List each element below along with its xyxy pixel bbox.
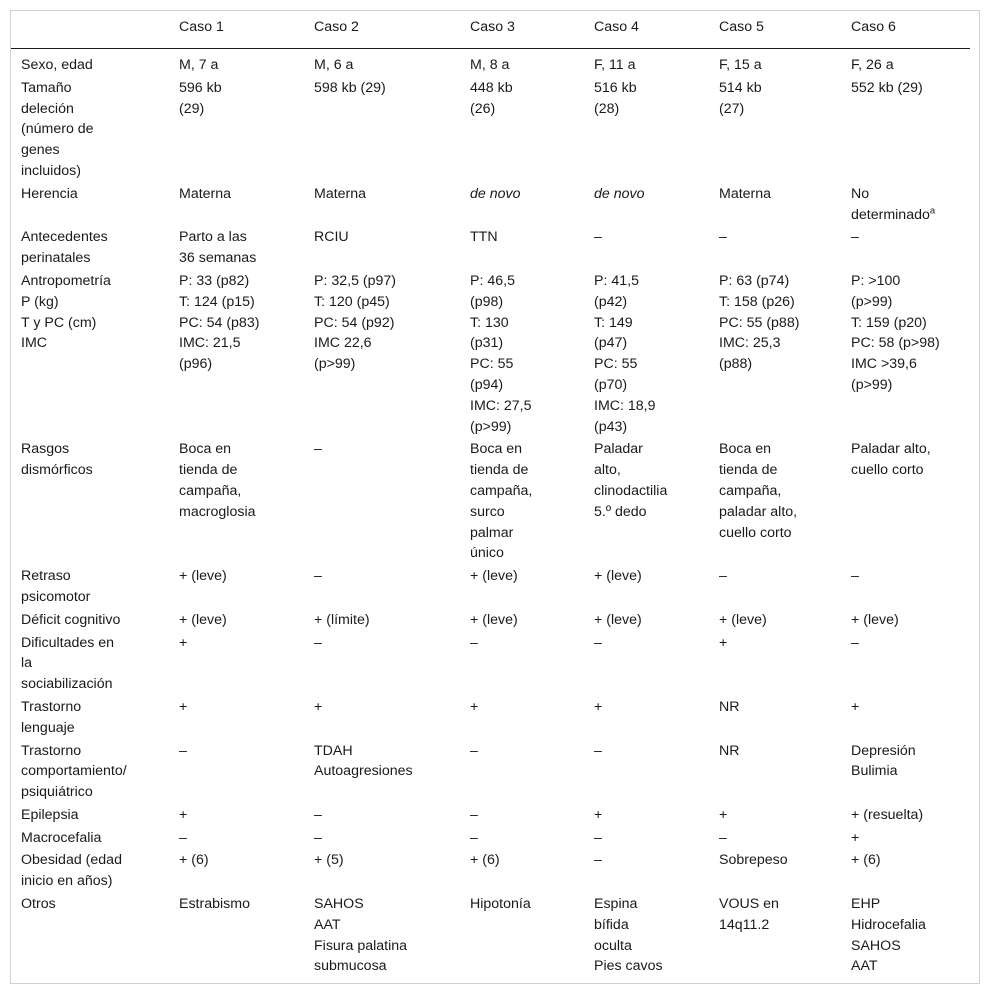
table-cell: +	[594, 806, 603, 823]
table-cell: Boca en tienda de campaña, paladar alto, cuello corto	[719, 441, 798, 541]
row-label: Antropometría P (kg) T y PC (cm) IMC	[21, 272, 111, 352]
table-cell: +	[470, 698, 479, 715]
table-cell: Paladar alto, clinodactilia 5.º dedo	[594, 441, 668, 520]
row-label: Rasgos dismórficos	[21, 441, 93, 479]
header-caso-5: Caso 5	[709, 11, 841, 49]
table-cell: + (6)	[851, 852, 881, 869]
table-cell: + (leve)	[179, 611, 227, 628]
table-cell: TDAH Autoagresiones	[314, 742, 413, 780]
table-cell: + (resuelta)	[851, 806, 924, 823]
row-label: Tamaño deleción (número de genes incluidos)	[21, 79, 94, 179]
table-cell: –	[594, 829, 602, 846]
table-cell: Paladar alto, cuello corto	[851, 441, 931, 479]
table-row	[11, 827, 970, 850]
table-cell: Boca en tienda de campaña, surco palmar único	[470, 441, 533, 562]
row-label: Trastorno lenguaje	[21, 698, 82, 736]
table-cell: P: 63 (p74) T: 158 (p26) PC: 55 (p88) IMC: 25,3 (p88)	[719, 272, 800, 373]
row-label: Macrocefalia	[21, 829, 102, 846]
table-row	[11, 226, 970, 270]
table-cell: +	[179, 634, 188, 651]
header-empty	[11, 11, 169, 49]
table-row	[11, 565, 970, 609]
table-cell: + (límite)	[314, 611, 370, 628]
row-label: Herencia	[21, 185, 78, 202]
table-cell: –	[851, 229, 859, 246]
table-cell: M, 6 a	[314, 57, 354, 73]
table-cell: + (6)	[179, 852, 209, 869]
table-cell: VOUS en 14q11.2	[719, 896, 779, 933]
row-label: Dificultades en la sociabilización	[21, 634, 115, 693]
table-cell: + (5)	[314, 852, 344, 869]
table-cell: –	[314, 568, 322, 585]
table-cell: + (leve)	[594, 611, 642, 628]
table-cell: Boca en tienda de campaña, macroglosia	[179, 441, 256, 520]
table-cell: +	[719, 634, 728, 651]
table-cell: –	[594, 634, 602, 651]
table-cell: Materna	[719, 185, 772, 202]
table-cell: –	[179, 742, 187, 759]
row-label: Sexo, edad	[21, 57, 93, 73]
table-cell: Parto a las 36 semanas	[179, 229, 257, 267]
table-cell: M, 7 a	[179, 57, 219, 73]
table-row	[11, 804, 970, 827]
row-label: Déficit cognitivo	[21, 611, 121, 628]
table-cell: P: 33 (p82) T: 124 (p15) PC: 54 (p83) IMC: 21,5 (p96)	[179, 272, 260, 373]
table-cell: 596 kb (29)	[179, 79, 222, 117]
table-cell: –	[314, 829, 322, 846]
table-row	[11, 740, 970, 804]
herencia-caso-6: No determinado	[851, 185, 930, 223]
table-cell: de novo	[470, 185, 521, 202]
table-cell: F, 26 a	[851, 57, 894, 73]
table-cell: NR	[719, 698, 740, 715]
table-cell: Sobrepeso	[719, 852, 788, 869]
table-cell: –	[470, 742, 478, 759]
header-caso-4: Caso 4	[584, 11, 709, 49]
table-row	[11, 270, 970, 438]
table-cell: –	[314, 441, 322, 458]
table-row	[11, 49, 970, 77]
table-cell: + (leve)	[719, 611, 767, 628]
table-cell: P: 41,5 (p42) T: 149 (p47) PC: 55 (p70) IMC: 18,9 (p43)	[594, 272, 656, 435]
table-cell: –	[314, 806, 322, 823]
table-cell: –	[314, 634, 322, 651]
table-cell: P: 32,5 (p97) T: 120 (p45) PC: 54 (p92) IMC 22,6 (p>99)	[314, 272, 397, 373]
table-cell: –	[719, 568, 727, 585]
table-cell: + (leve)	[470, 611, 518, 628]
table-cell: + (leve)	[179, 568, 227, 585]
table-cell: + (leve)	[470, 568, 518, 585]
table-cell: –	[179, 829, 187, 846]
row-label: Obesidad (edad inicio en años)	[21, 852, 122, 890]
table-cell: 598 kb (29)	[314, 79, 386, 96]
table-cell: +	[851, 829, 860, 846]
table-cell: +	[179, 806, 188, 823]
table-cell: TTN	[470, 229, 498, 246]
footnote-marker: a	[929, 204, 936, 216]
table-cell: Materna	[179, 185, 232, 202]
table-cell: F, 15 a	[719, 57, 762, 73]
table-cell: M, 8 a	[470, 57, 510, 73]
clinical-cases-table	[11, 11, 970, 978]
table-cell: F, 11 a	[594, 57, 636, 73]
table-row	[11, 893, 970, 978]
header-caso-6: Caso 6	[841, 11, 970, 49]
table-cell: Estrabismo	[179, 896, 250, 913]
table-cell: +	[719, 806, 728, 823]
table-cell: P: >100 (p>99) T: 159 (p20) PC: 58 (p>98) IMC >39,6 (p>99)	[851, 272, 940, 393]
table-frame	[10, 10, 980, 984]
table-cell: 448 kb (26)	[470, 79, 513, 117]
table-cell: –	[594, 229, 602, 246]
table-cell: 552 kb (29)	[851, 79, 923, 96]
table-cell: NR	[719, 742, 740, 759]
table-cell: –	[470, 829, 478, 846]
table-cell: EHP Hidrocefalia SAHOS AAT	[851, 896, 926, 975]
row-label: Otros	[21, 896, 56, 913]
table-cell: SAHOS AAT Fisura palatina submucosa	[314, 896, 408, 975]
table-cell: –	[470, 634, 478, 651]
table-cell: –	[719, 829, 727, 846]
row-label: Trastorno comportamiento/ psiquiátrico	[21, 742, 127, 801]
header-caso-3: Caso 3	[460, 11, 584, 49]
table-cell: RCIU	[314, 229, 349, 246]
table-cell: + (6)	[470, 852, 500, 869]
table-cell: Espina bífida oculta Pies cavos	[594, 896, 663, 975]
table-cell: –	[719, 229, 727, 246]
table-cell: P: 46,5 (p98) T: 130 (p31) PC: 55 (p94) IMC: 27,5 (p>99)	[470, 272, 532, 435]
table-cell: 516 kb (28)	[594, 79, 637, 117]
row-label: Epilepsia	[21, 806, 79, 823]
header-caso-1: Caso 1	[169, 11, 304, 49]
table-cell: + (leve)	[594, 568, 642, 585]
row-label: Antecedentes perinatales	[21, 229, 108, 267]
header-row	[11, 11, 970, 49]
table-cell: +	[851, 698, 860, 715]
table-cell: –	[594, 742, 602, 759]
table-row	[11, 183, 970, 227]
table-row	[11, 696, 970, 740]
table-cell-with-footnote	[841, 183, 970, 227]
table-row	[11, 849, 970, 893]
table-row	[11, 77, 970, 183]
table-cell: +	[594, 698, 603, 715]
table-cell: Materna	[314, 185, 367, 202]
table-cell: –	[851, 568, 859, 585]
table-cell: Depresión Bulimia	[851, 742, 916, 780]
table-row	[11, 632, 970, 696]
header-caso-2: Caso 2	[304, 11, 460, 49]
table-cell: –	[851, 634, 859, 651]
table-cell: –	[470, 806, 478, 823]
table-cell: +	[179, 698, 188, 715]
table-cell: +	[314, 698, 323, 715]
table-cell: de novo	[594, 185, 645, 202]
table-row	[11, 609, 970, 632]
table-cell: 514 kb (27)	[719, 79, 762, 117]
table-cell: Hipotonía	[470, 896, 531, 913]
row-label: Retraso psicomotor	[21, 568, 91, 605]
table-cell: + (leve)	[851, 611, 899, 628]
table-cell: –	[594, 852, 602, 869]
table-row	[11, 438, 970, 565]
